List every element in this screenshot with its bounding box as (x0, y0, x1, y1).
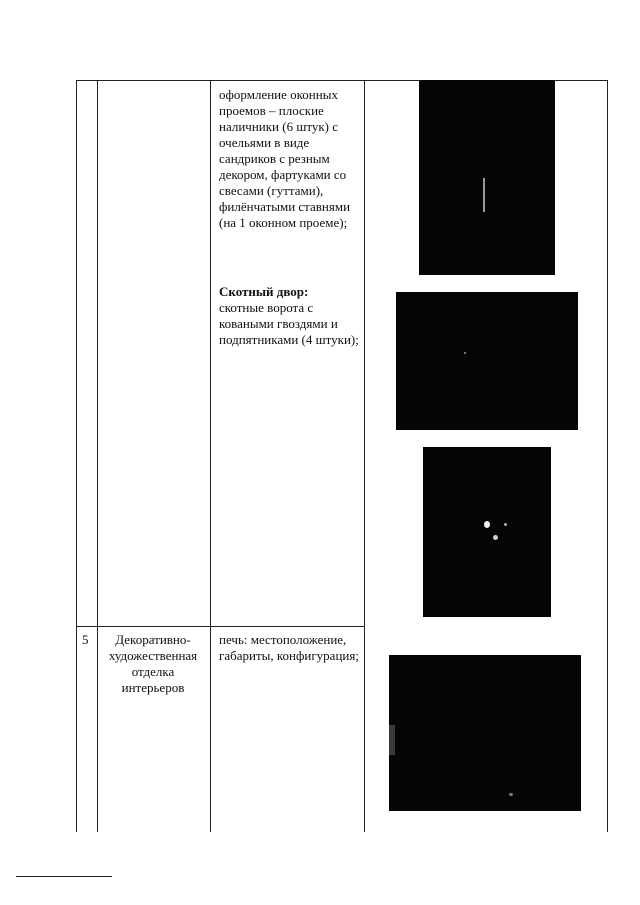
photo-highlight (464, 352, 466, 354)
table-right-border (607, 80, 608, 832)
column-divider-description (364, 80, 365, 832)
stove-photo (389, 655, 581, 811)
footnote-separator (16, 876, 112, 877)
gate-detail-photo (423, 447, 551, 617)
cattle-yard-heading: Скотный двор: (219, 284, 309, 299)
window-photo (419, 80, 555, 275)
stove-description: печь: местоположение, габариты, конфигурация; (219, 632, 359, 663)
photo-highlight (389, 725, 395, 755)
column-divider-name (210, 80, 211, 832)
photo-highlight (483, 178, 485, 212)
window-openings-description: оформление оконных проемов – плоские наличники (6 штук) с очельями в виде сандриков с резным декором, фартуками со свесами (гуттами), филёнчатыми ставнями (на 1 оконном проеме); (219, 87, 351, 230)
photo-highlight (504, 523, 507, 526)
cattle-gate-photo (396, 292, 578, 430)
cattle-yard-description: скотные ворота с коваными гвоздями и подпятниками (4 штуки); (219, 300, 359, 347)
photo-highlight (509, 793, 513, 796)
table-left-border (76, 80, 77, 832)
row-separator (76, 626, 364, 627)
photo-highlight (493, 535, 498, 540)
row-name: Декоративно-художественная отделка интерьеров (108, 632, 198, 695)
column-divider-number (97, 80, 98, 832)
photo-highlight (484, 521, 490, 528)
row-number: 5 (82, 632, 89, 647)
